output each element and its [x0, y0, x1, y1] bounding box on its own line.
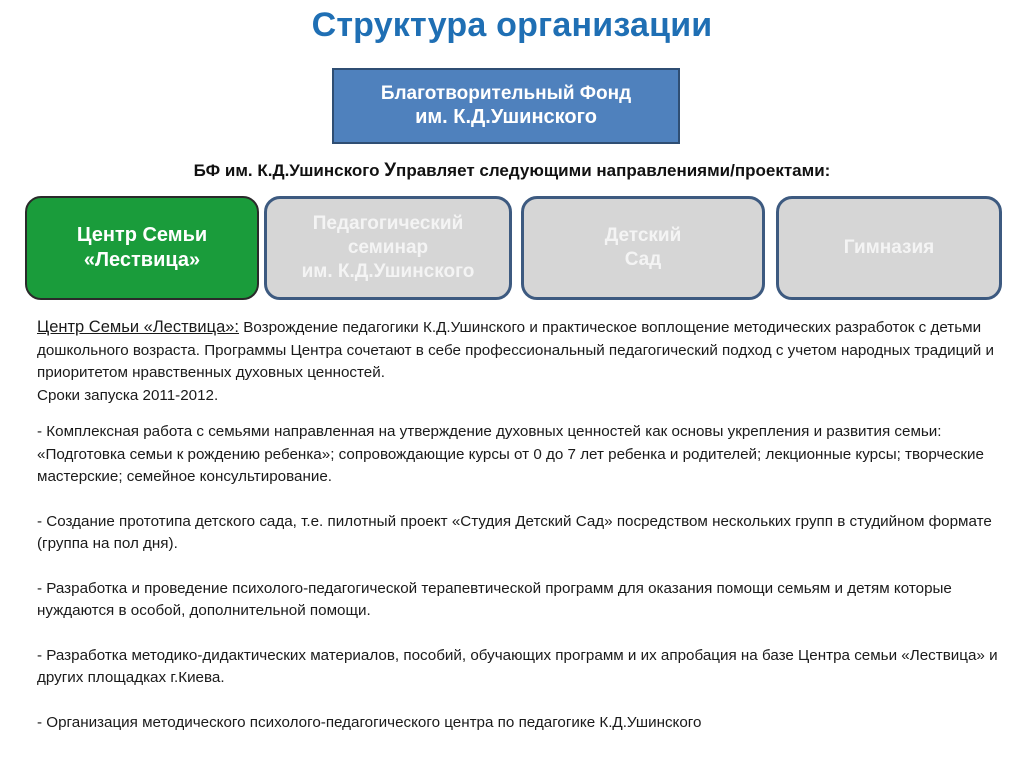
subtitle-initial: У: [384, 160, 397, 181]
tab-label-line2: «Лествица»: [83, 249, 201, 271]
lead-text: Возрождение педагогики К.Д.Ушинского и практическое воплощение методических разработок с детьми дошкольного возраста. Программы Центра сочетают в себе профессиональный педагогический подход с учетом народных традиций и приоритетом нравственных духовных ценностей.: [37, 319, 994, 381]
subtitle-prefix: БФ им. К.Д.Ушинского: [193, 161, 385, 180]
tab-label-line1: Центр Семьи: [76, 224, 208, 246]
fund-name-line2: им. К.Д.Ушинского: [415, 106, 597, 129]
list-item: - Создание прототипа детского сада, т.е. пилотный проект «Студия Детский Сад» посредством нескольких групп в студийном формате (группа на пол дня).: [37, 512, 992, 552]
fund-name-line1: Благотворительный Фонд: [380, 82, 632, 104]
lead-paragraph: [37, 316, 1012, 385]
fund-box: [332, 68, 680, 144]
tab-label-line1: Детский: [604, 225, 682, 247]
launch-dates: Сроки запуска 2011-2012.: [37, 386, 219, 404]
list-item: - Разработка методико-дидактических материалов, пособий, обучающих программ и их апробация на базе Центра семьи «Лествица» и других площадках г.Киева.: [37, 646, 998, 686]
tab-pedagogical-seminar[interactable]: [264, 196, 512, 300]
tab-label-line2: семинар: [347, 237, 429, 259]
project-tabs: [25, 196, 1005, 300]
tab-label-line1: Гимназия: [843, 237, 935, 259]
subtitle: [0, 160, 1024, 182]
tab-label-line1: Педагогический: [312, 213, 464, 235]
tab-family-center[interactable]: [25, 196, 259, 300]
content-body: [37, 316, 1012, 734]
list-item: - Разработка и проведение психолого-педагогической терапевтической программ для оказания помощи семьям и детям которые нуждаются в особой, дополнительной помощи.: [37, 579, 952, 619]
subtitle-rest: правляет следующими направлениями/проектами:: [396, 161, 831, 180]
lead-title: Центр Семьи «Лествица»:: [37, 318, 240, 336]
page-title: Структура организации: [311, 6, 713, 44]
tab-label-line3: им. К.Д.Ушинского: [301, 260, 475, 282]
list-item: - Организация методического психолого-педагогического центра по педагогике К.Д.Ушинского: [37, 713, 702, 731]
tab-gymnasium[interactable]: [776, 196, 1002, 300]
tab-kindergarten[interactable]: [521, 196, 765, 300]
tab-label-line2: Сад: [624, 249, 662, 270]
list-item: - Комплексная работа с семьями направленная на утверждение духовных ценностей как основы укрепления и развития семьи: «Подготовка семьи к рождению ребенка»; сопровождающие курсы от 0 до 7 лет ребенка и родителей; лекционные курсы; творческие мастерские; семейное консультирование.: [37, 423, 984, 485]
